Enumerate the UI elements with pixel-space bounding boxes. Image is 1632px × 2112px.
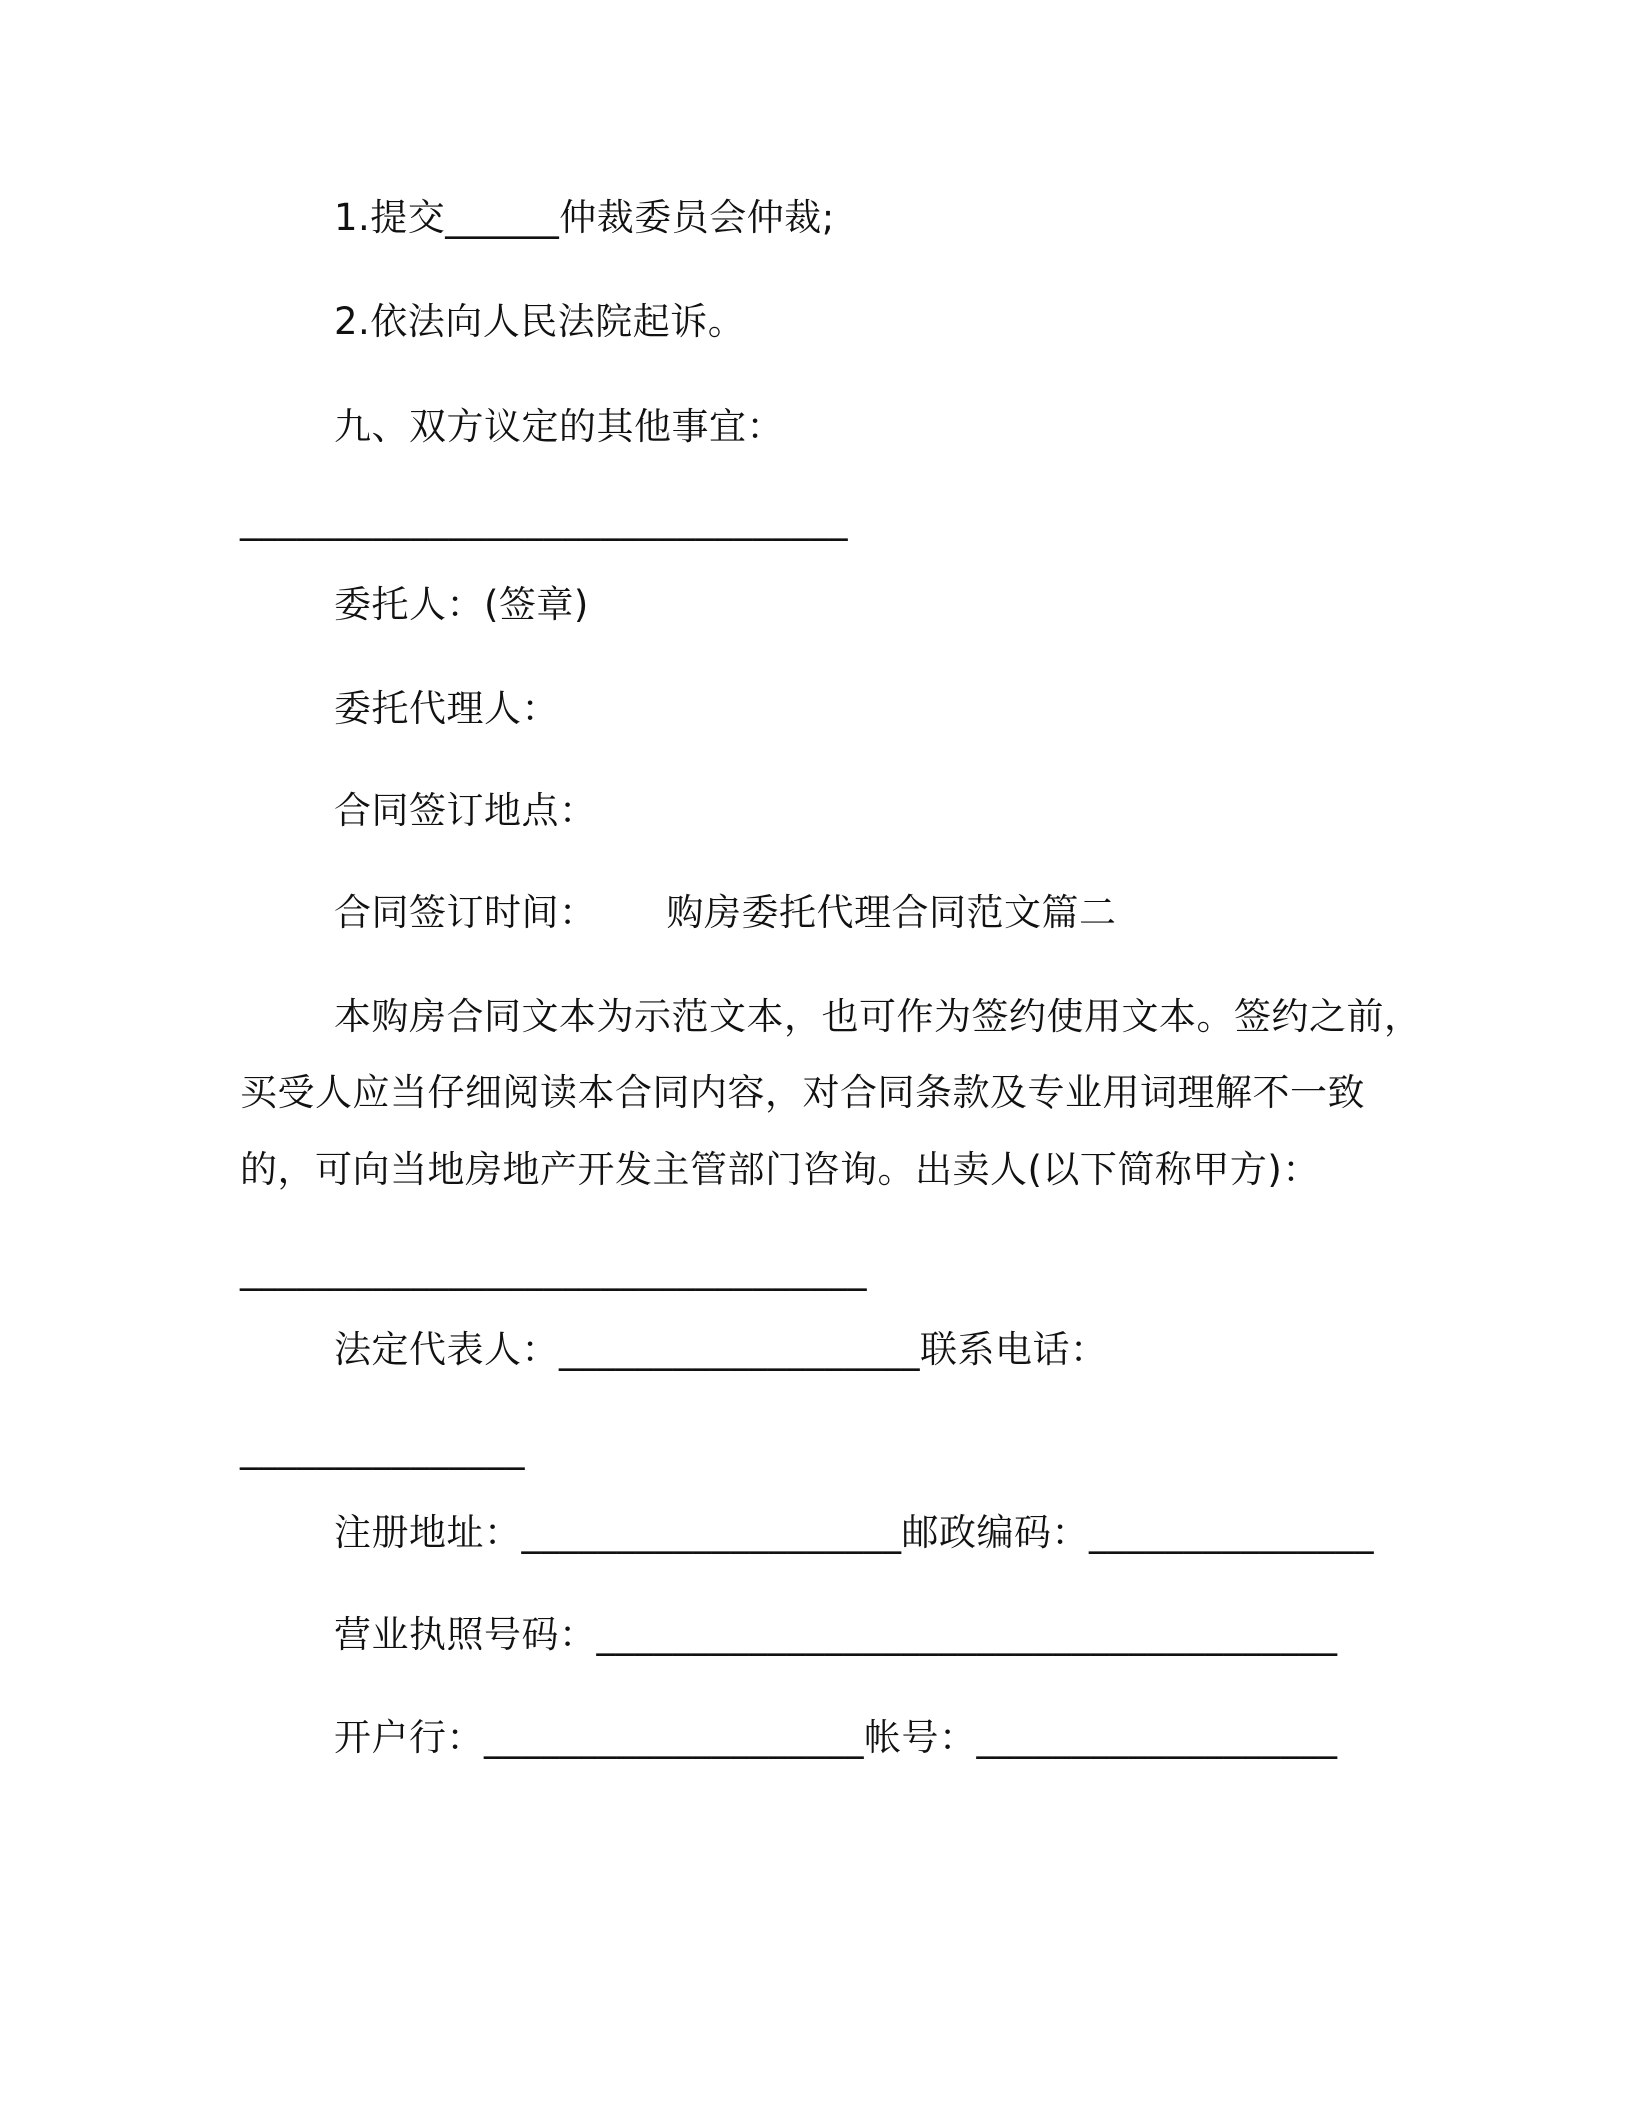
signing-time-line — [334, 888, 1117, 938]
legal-representative-line: 法定代表人：___________________联系电话： — [334, 1328, 1108, 1371]
blank-line-phone: _______________ — [240, 1427, 525, 1470]
section-nine-heading: 九、双方议定的其他事宜： — [334, 405, 784, 448]
business-license-line: 营业执照号码：_______________________________________ — [334, 1613, 1338, 1656]
bank-account-line: 开户行：____________________帐号：___________________ — [334, 1716, 1338, 1759]
signing-time-label: 合同签订时间： — [334, 891, 597, 934]
signing-place-line: 合同签订地点： — [334, 789, 597, 832]
intro-paragraph-line-2: 买受人应当仔细阅读本合同内容，对合同条款及专业用词理解不一致 — [240, 1071, 1365, 1114]
clause-arbitration-option: 1.提交______仲裁委员会仲裁; — [334, 196, 835, 239]
blank-line-seller: _________________________________ — [240, 1248, 867, 1291]
registered-address-line: 注册地址：____________________邮政编码：_______________ — [334, 1511, 1374, 1554]
intro-paragraph-line-3: 的，可向当地房地产开发主管部门咨询。出卖人(以下简称甲方)： — [240, 1148, 1320, 1191]
agent-line: 委托代理人： — [334, 687, 559, 730]
blank-line-other-matters: ________________________________ — [240, 498, 848, 541]
clause-court-option: 2.依法向人民法院起诉。 — [334, 300, 746, 343]
second-template-title: 购房委托代理合同范文篇二 — [666, 891, 1117, 934]
principal-signature-line: 委托人：(签章) — [334, 583, 589, 626]
intro-paragraph-line-1: 本购房合同文本为示范文本，也可作为签约使用文本。签约之前， — [334, 995, 1422, 1038]
